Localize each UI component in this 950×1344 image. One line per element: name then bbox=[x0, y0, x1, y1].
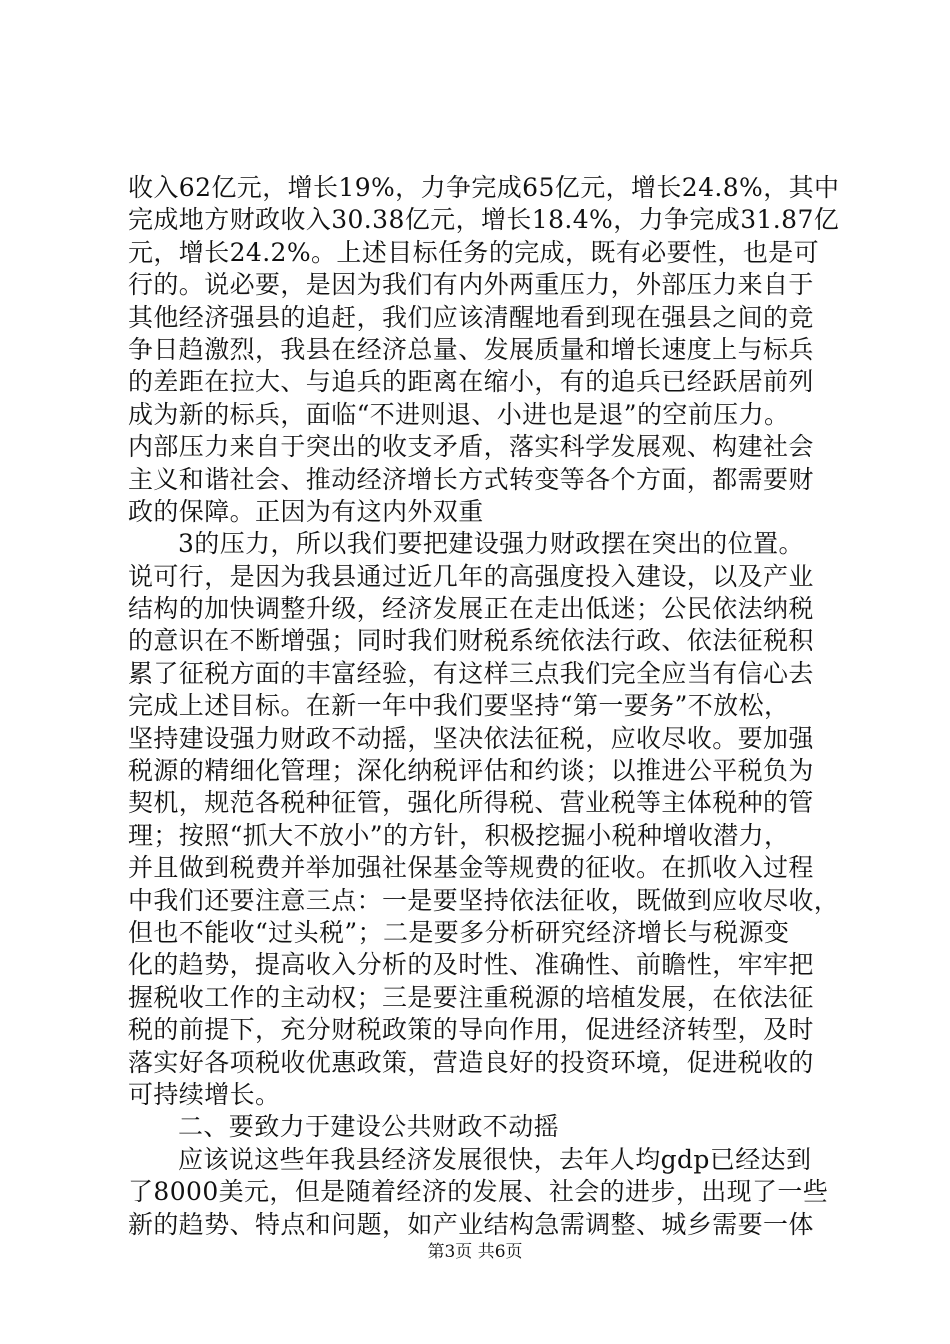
text-line: 税的前提下，充分财税政策的导向作用，促进经济转型，及时 bbox=[128, 1015, 814, 1045]
text-line: 握税收工作的主动权；三是要注重税源的培植发展，在依法征 bbox=[128, 982, 814, 1012]
text-line: 化的趋势，提高收入分析的及时性、准确性、前瞻性，牢牢把 bbox=[128, 950, 814, 980]
text-line: 应该说这些年我县经济发展很快，去年人均gdp已经达到 bbox=[178, 1144, 812, 1174]
text-line: 完成上述目标。在新一年中我们要坚持“第一要务”不放松， bbox=[128, 691, 790, 721]
text-line: 契机，规范各税种征管，强化所得税、营业税等主体税种的管 bbox=[128, 788, 814, 818]
text-line: 累了征税方面的丰富经验，有这样三点我们完全应当有信心去 bbox=[128, 658, 814, 688]
text-line: 内部压力来自于突出的收支矛盾，落实科学发展观、构建社会 bbox=[128, 432, 814, 462]
text-line: 政的保障。正因为有这内外双重 bbox=[128, 496, 484, 526]
text-line: 争日趋激烈，我县在经济总量、发展质量和增长速度上与标兵 bbox=[128, 334, 814, 364]
text-line: 税源的精细化管理；深化纳税评估和约谈；以推进公平税负为 bbox=[128, 756, 814, 786]
text-line: 行的。说必要，是因为我们有内外两重压力，外部压力来自于 bbox=[128, 270, 814, 300]
text-line: 元，增长24.2%。上述目标任务的完成，既有必要性，也是可 bbox=[128, 237, 820, 267]
text-line: 落实好各项税收优惠政策，营造良好的投资环境，促进税收的 bbox=[128, 1047, 814, 1077]
text-line: 完成地方财政收入30.38亿元，增长18.4%，力争完成31.87亿 bbox=[128, 205, 840, 235]
text-line: 其他经济强县的追赶，我们应该清醒地看到现在强县之间的竞 bbox=[128, 302, 814, 332]
text-line: 中我们还要注意三点：一是要坚持依法征收，既做到应收尽收， bbox=[128, 885, 840, 915]
text-line: 收入62亿元，增长19%，力争完成65亿元，增长24.8%，其中 bbox=[128, 173, 840, 202]
text-line: 理；按照“抓大不放小”的方针，积极挖掘小税种增收潜力， bbox=[128, 820, 790, 850]
document-body bbox=[128, 172, 838, 1241]
text-line: 主义和谐社会、推动经济增长方式转变等各个方面，都需要财 bbox=[128, 464, 814, 494]
text-line: 新的趋势、特点和问题，如产业结构急需调整、城乡需要一体 bbox=[128, 1209, 814, 1239]
text-line: 结构的加快调整升级，经济发展正在走出低迷；公民依法纳税 bbox=[128, 594, 814, 624]
section-heading: 二、要致力于建设公共财政不动摇 bbox=[178, 1112, 560, 1142]
text-line: 并且做到税费并举加强社保基金等规费的征收。在抓收入过程 bbox=[128, 853, 814, 883]
text-line: 的意识在不断增强；同时我们财税系统依法行政、依法征税积 bbox=[128, 626, 814, 656]
text-line: 说可行，是因为我县通过近几年的高强度投入建设，以及产业 bbox=[128, 561, 814, 591]
text-line: 3的压力，所以我们要把建设强力财政摆在突出的位置。 bbox=[178, 529, 804, 559]
text-line: 坚持建设强力财政不动摇，坚决依法征税，应收尽收。要加强 bbox=[128, 723, 814, 753]
text-line: 的差距在拉大、与追兵的距离在缩小，有的追兵已经跃居前列 bbox=[128, 367, 814, 397]
text-line: 但也不能收“过头税”；二是要多分析研究经济增长与税源变 bbox=[128, 917, 790, 947]
text-line: 成为新的标兵，面临“不进则退、小进也是退”的空前压力。 bbox=[128, 399, 790, 429]
page-number-footer: 第3页 共6页 bbox=[427, 1242, 523, 1262]
text-line: 可持续增长。 bbox=[128, 1079, 281, 1109]
text-line: 了8000美元，但是随着经济的发展、社会的进步，出现了一些 bbox=[128, 1177, 829, 1207]
